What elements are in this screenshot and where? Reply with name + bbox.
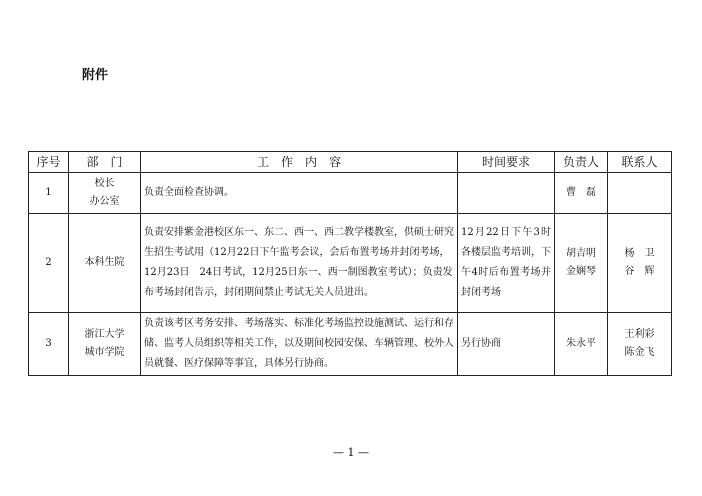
row-dept bbox=[69, 313, 141, 376]
contact-name: 杨 卫 bbox=[624, 248, 655, 259]
dept-line: 浙江大学 bbox=[84, 329, 125, 340]
row-no: 3 bbox=[29, 313, 69, 376]
header-no: 序号 bbox=[29, 152, 69, 173]
header-owner: 负责人 bbox=[555, 152, 608, 173]
owner-name: 胡吉明 bbox=[566, 248, 596, 259]
attachment-label: 附件 bbox=[82, 68, 109, 83]
owner-name: 朱永平 bbox=[566, 338, 596, 349]
row-content: 负责安排紫金港校区东一、东二、西一、西二教学楼教室，供硕士研究生招生考试用（12月22日下午监考会议，会后布置考场并封闭考场，12月23日 24日考试，12月25日东一、西一制图教室考试）；负责发布考场封闭告示，封闭期间禁止考试无关人员进出。 bbox=[141, 214, 458, 313]
dept-line: 办公室 bbox=[89, 196, 120, 207]
task-table bbox=[28, 151, 672, 376]
row-time bbox=[458, 173, 555, 214]
row-owner bbox=[555, 214, 608, 313]
contact-name: 王利彩 bbox=[624, 329, 655, 340]
table-row bbox=[29, 214, 672, 313]
row-time: 另行协商 bbox=[458, 313, 555, 376]
row-time: 12月22日下午3时各楼层监考培训，下午4时后布置考场并封闭考场 bbox=[458, 214, 555, 313]
dept-line: 校长 bbox=[94, 178, 115, 189]
header-dept: 部 门 bbox=[69, 152, 141, 173]
contact-name: 谷 辉 bbox=[624, 266, 655, 277]
table-row bbox=[29, 173, 672, 214]
contact-name: 陈金飞 bbox=[624, 347, 655, 358]
row-contact bbox=[608, 313, 672, 376]
owner-name: 金娴琴 bbox=[566, 266, 596, 277]
header-content: 工 作 内 容 bbox=[141, 152, 458, 173]
row-no: 1 bbox=[29, 173, 69, 214]
row-no: 2 bbox=[29, 214, 69, 313]
row-contact bbox=[608, 214, 672, 313]
row-dept bbox=[69, 173, 141, 214]
table-row bbox=[29, 313, 672, 376]
row-owner bbox=[555, 173, 608, 214]
dept-line: 城市学院 bbox=[84, 347, 125, 358]
row-owner bbox=[555, 313, 608, 376]
header-time: 时间要求 bbox=[458, 152, 555, 173]
row-content: 负责该考区考务安排、考场落实、标准化考场监控设施测试、运行和存储、监考人员组织等相关工作，以及期间校园安保、车辆管理、校外人员就餐、医疗保障等事宜，具体另行协商。 bbox=[141, 313, 458, 376]
header-contact: 联系人 bbox=[608, 152, 672, 173]
owner-name: 曹 磊 bbox=[566, 187, 596, 198]
page-number: — 1 — bbox=[333, 446, 369, 459]
row-content: 负责全面检查协调。 bbox=[141, 173, 458, 214]
row-dept bbox=[69, 214, 141, 313]
dept-line: 本科生院 bbox=[84, 257, 125, 268]
row-contact bbox=[608, 173, 672, 214]
table-header-row bbox=[29, 152, 672, 173]
